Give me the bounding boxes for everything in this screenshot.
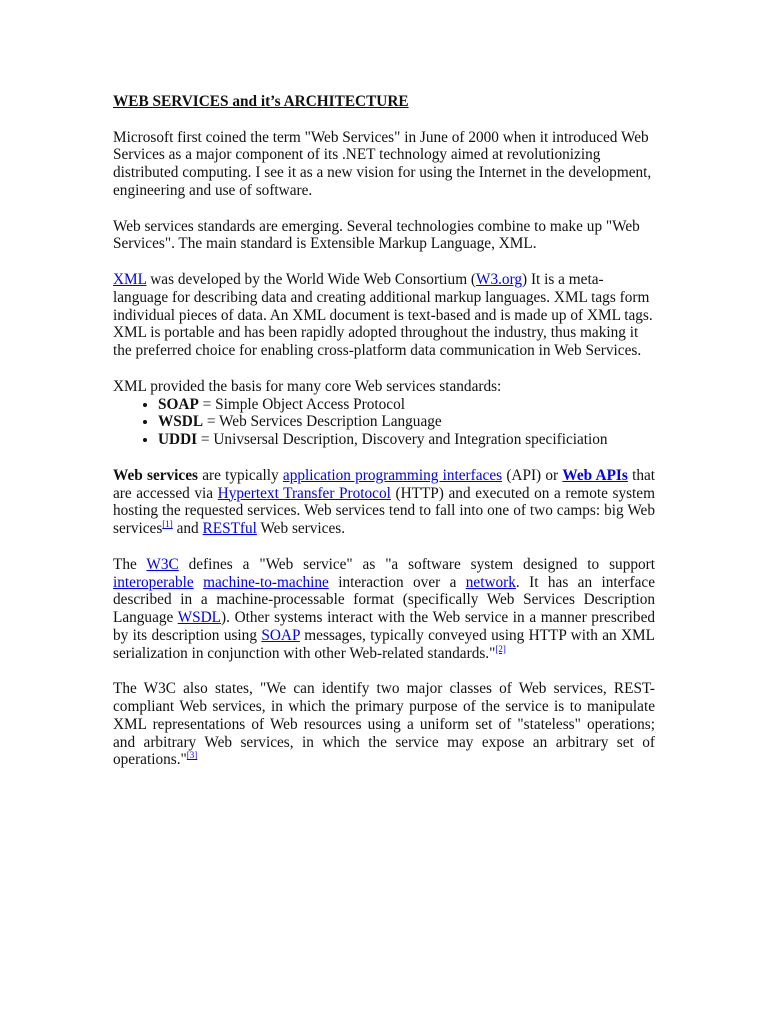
- text-run: . It has an interface described in a machine-processable format (specifically Web Services Description Language: [113, 573, 655, 627]
- document-body: [113, 93, 655, 787]
- standard-definition: = Simple Object Access Protocol: [198, 395, 405, 413]
- text-run: The W3C also states, "We can identify two major classes of Web services, REST-compliant Web services, in which the primary purpose of the service is to manipulate XML representations of Web resources using a uniform set of "stateless" operations; and arbitrary Web services, in which the service may expose an arbitrary set of operations.": [113, 680, 655, 769]
- text-run: and: [172, 520, 203, 538]
- xml-link[interactable]: XML: [113, 270, 147, 288]
- machine-to-machine-link[interactable]: machine-to-machine: [203, 573, 329, 591]
- web-services-term: Web services: [113, 466, 198, 484]
- w3-org-link[interactable]: W3.org: [476, 270, 523, 288]
- paragraph-w3c-definition: [113, 556, 655, 663]
- network-link[interactable]: network: [465, 573, 516, 591]
- reference-3-link[interactable]: [3]: [186, 750, 198, 761]
- standards-list: [113, 396, 655, 449]
- text-run: (HTTP) and executed on a remote system hosting the requested services. Web services tend to fall into one of two camps: big Web services: [113, 484, 655, 538]
- text-run: are typically: [197, 466, 283, 484]
- document-title: WEB SERVICES and it’s ARCHITECTURE: [113, 93, 409, 110]
- paragraph-xml: [113, 271, 655, 360]
- list-item: [158, 396, 655, 414]
- text-run: Web services.: [256, 520, 346, 538]
- paragraph-standards-emerging: Web services standards are emerging. Several technologies combine to make up "Web Services". The main standard is Extensible Markup Language, XML.: [113, 217, 640, 253]
- text-run: ). Other systems interact with the Web service in a manner prescribed by its description using: [113, 609, 656, 644]
- reference-1-link[interactable]: [1]: [162, 519, 173, 530]
- list-item: [158, 431, 655, 449]
- standard-definition: = Univsersal Description, Discovery and Integration specificiation: [197, 431, 608, 449]
- interoperable-link[interactable]: interoperable: [113, 573, 194, 591]
- standard-term: UDDI: [158, 431, 198, 449]
- paragraph-xml-text-2: ) It is a meta-language for describing data and creating additional markup languages. XML tags form individual pieces of data. An XML document is text-based and is made up of XML tags. XML is portable and has been rapidly adopted throughout the industry, thus making it the preferred choice for enabling cross-platform data communication in Web Services.: [113, 270, 653, 360]
- paragraph-w3c-classes: [113, 680, 655, 769]
- text-run: defines a "Web service" as "a software system designed to support: [178, 555, 655, 573]
- standards-intro: XML provided the basis for many core Web services standards:: [113, 377, 502, 395]
- standard-term: SOAP: [158, 395, 199, 413]
- web-apis-link[interactable]: Web APIs: [562, 466, 628, 484]
- text-run: interaction over a: [328, 573, 466, 591]
- paragraph-web-services-apis: [113, 467, 655, 538]
- w3c-link[interactable]: W3C: [146, 555, 179, 573]
- paragraph-microsoft-origin: Microsoft first coined the term "Web Services" in June of 2000 when it introduced Web Services as a major component of its .NET technology aimed at revolutionizing distributed computing. I see it as a new vision for using the Internet in the development, engineering and use of software.: [113, 128, 652, 199]
- wsdl-link[interactable]: WSDL: [177, 609, 222, 627]
- api-link[interactable]: application programming interfaces: [282, 466, 503, 484]
- standard-definition: = Web Services Description Language: [203, 413, 442, 431]
- text-run: (API) or: [502, 466, 563, 484]
- text-run: The: [113, 555, 147, 573]
- soap-link[interactable]: SOAP: [261, 626, 300, 644]
- http-link[interactable]: Hypertext Transfer Protocol: [217, 484, 391, 502]
- restful-link[interactable]: RESTful: [202, 520, 257, 538]
- standards-section: [113, 378, 655, 449]
- reference-2-link[interactable]: [2]: [495, 643, 506, 654]
- text-run: that are accessed via: [113, 466, 656, 502]
- standard-term: WSDL: [158, 413, 204, 431]
- text-run: [194, 574, 203, 591]
- paragraph-xml-text-1: was developed by the World Wide Web Consortium (: [146, 270, 477, 288]
- text-run: messages, typically conveyed using HTTP with an XML serialization in conjunction with other Web-related standards.": [113, 626, 655, 662]
- list-item: [158, 413, 655, 431]
